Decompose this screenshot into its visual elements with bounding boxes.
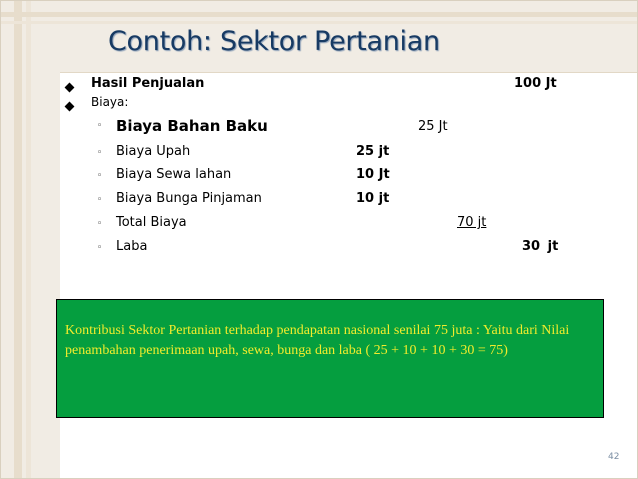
item-label: Hasil Penjualan xyxy=(91,76,205,91)
sub-bullet-circle-icon: ◦ xyxy=(97,171,103,181)
cost-label: Biaya Bunga Pinjaman xyxy=(116,191,262,206)
page-number: 42 xyxy=(608,452,620,462)
cost-value-total: 70 jt xyxy=(457,215,487,230)
cost-label: Laba xyxy=(116,239,148,254)
sub-bullet-circle-icon: ◦ xyxy=(97,219,103,229)
cost-label: Biaya Bahan Baku xyxy=(116,117,268,135)
cost-value: 25 jt xyxy=(356,144,390,159)
cost-value-profit: 30 jt xyxy=(522,239,559,254)
cost-label: Biaya Upah xyxy=(116,144,191,159)
sub-bullet-circle-icon: ◦ xyxy=(97,195,103,205)
cost-label: Total Biaya xyxy=(116,215,187,230)
cost-value: 10 jt xyxy=(356,191,390,206)
sub-bullet-circle-icon: ◦ xyxy=(97,243,103,253)
sub-bullet-circle-icon: ◦ xyxy=(97,148,103,158)
item-value: 100 Jt xyxy=(514,76,557,91)
sub-bullet-circle-icon: ◦ xyxy=(97,121,103,131)
callout-text: Kontribusi Sektor Pertanian terhadap pendapatan nasional senilai 75 juta : Yaitu dari Nilai penambahan penerimaan upah, sewa, bunga dan laba ( 25 + 10 + 10 + 30 = 75) xyxy=(65,323,570,358)
slide-title: Contoh: Sektor Pertanian xyxy=(108,26,440,57)
item-label: Biaya: xyxy=(91,95,129,109)
cost-value: 10 Jt xyxy=(356,167,390,182)
cost-value: 25 Jt xyxy=(418,119,448,134)
callout-box xyxy=(56,299,604,418)
cost-label: Biaya Sewa lahan xyxy=(116,167,232,182)
